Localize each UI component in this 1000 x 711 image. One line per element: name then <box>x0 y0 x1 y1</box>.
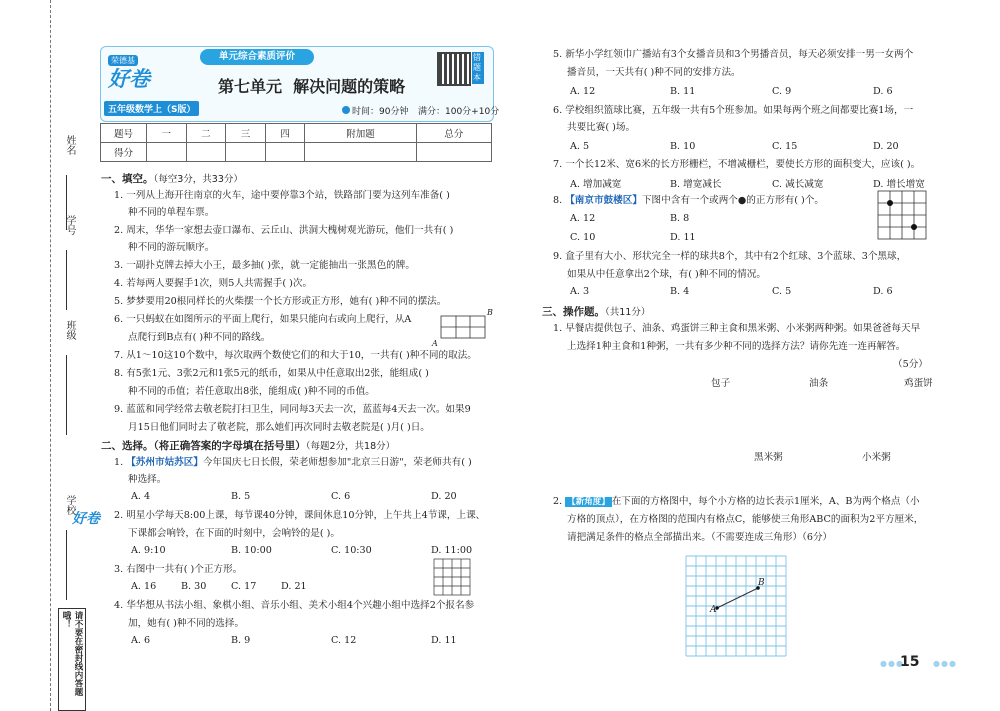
score-row-label: 得分 <box>101 143 147 162</box>
s1-q8b: 种不同的币值；若任意取出8张，能组成( )种不同的币值。 <box>128 386 375 397</box>
food-youtiao[interactable]: 油条 <box>809 378 829 389</box>
s2-q9a: 9. 盒子里有大小、形状完全一样的球共8个，其中有2个红球、3个蓝球、3个黑球， <box>553 251 907 262</box>
square-grid-figure <box>433 558 473 600</box>
s1-q7: 7. 从1～10这10个数中，每次取两个数使它们的和大于10，一共有( )种不同的取法。 <box>114 350 477 361</box>
full-score-label: 满分：100分+10分 <box>418 107 500 117</box>
score-row <box>101 143 492 162</box>
s1-q9b: 月15日他们同时去了敬老院，那么她们再次同时去敬老院是( )月( )日。 <box>128 422 430 433</box>
s3-q2-text: 在下面的方格图中，每个小方格的边长表示1厘米，A、B为两个格点（小 <box>611 496 920 507</box>
s1-q8a: 8. 有5张1元、3张2元和1张5元的纸币，如果从中任意取出2张，能组成( ) <box>114 368 429 379</box>
score-header-cell: 题号 <box>101 124 147 143</box>
s2-q6-opt-c[interactable]: C. 15 <box>772 141 798 152</box>
region-tag: 【苏州市姑苏区】 <box>126 457 203 468</box>
s2-q4b: 加，她有( )种不同的选择。 <box>128 618 245 629</box>
dot-grid-figure <box>877 190 929 246</box>
section1-heading <box>101 171 243 186</box>
food-egg-pancake[interactable]: 鸡蛋饼 <box>904 378 933 389</box>
point-label-b: B <box>758 578 765 588</box>
porridge-millet[interactable]: 小米粥 <box>862 452 891 463</box>
s2-q4-opt-b[interactable]: B. 9 <box>231 635 251 646</box>
section1-note: （每空3分，共33分） <box>153 174 243 185</box>
s2-q4a: 4. 华华想从书法小组、象棋小组、音乐小组、美术小组4个兴趣小组中选择2个报名参 <box>114 600 475 611</box>
school-blank <box>66 530 67 600</box>
s2-q7: 7. 一个长12米、宽6米的长方形栅栏，不增减栅栏，要使长方形的面积变大，应该( )。 <box>553 159 921 170</box>
score-cell[interactable] <box>305 143 416 162</box>
s2-q5-opt-d[interactable]: D. 6 <box>873 86 893 97</box>
s2-q5-opt-c[interactable]: C. 9 <box>772 86 792 97</box>
score-cell[interactable] <box>226 143 266 162</box>
qr-code-icon <box>437 52 471 86</box>
seal-line <box>50 0 51 711</box>
s2-q8-opt-c[interactable]: C. 10 <box>570 232 596 243</box>
s2-q1-opt-d[interactable]: D. 20 <box>431 491 457 502</box>
section1-title: 一、填空。 <box>101 173 154 185</box>
s2-q8-opt-b[interactable]: B. 8 <box>670 213 690 224</box>
s2-q8: 8. 【南京市鼓楼区】下图中含有一个或两个●的正方形有( )个。 <box>553 195 824 206</box>
time-label: 时间：90分钟 <box>352 107 409 117</box>
s2-q9-opt-a[interactable]: A. 3 <box>570 286 590 297</box>
s1-q1a: 1. 一列从上海开往南京的火车，途中要停靠3个站，铁路部门要为这列车准备( ) <box>114 190 450 201</box>
id-blank <box>66 250 67 310</box>
seal-note: 请不要在密封线内答题哦！ <box>58 608 86 711</box>
s2-q9-opt-d[interactable]: D. 6 <box>873 286 893 297</box>
ant-grid-figure <box>440 312 488 340</box>
score-header-cell: 二 <box>186 124 226 143</box>
s2-q7-opt-b[interactable]: B. 增宽减长 <box>670 179 722 190</box>
qr-label: 错题本 <box>472 52 484 84</box>
s3-q2a: 2. 【新角度】 在下面的方格图中，每个小方格的边长表示1厘米，A、B为两个格点（小 <box>553 496 920 507</box>
score-header-cell: 总分 <box>416 124 491 143</box>
section3-title: 三、操作题。 <box>542 306 605 318</box>
ant-label-a: A <box>432 339 438 348</box>
brand-logo <box>108 48 158 96</box>
dot-grid-svg <box>877 190 929 242</box>
segment-ab <box>717 588 758 608</box>
id-label: 学号 <box>64 215 75 235</box>
score-cell[interactable] <box>416 143 491 162</box>
s2-q4-opt-d[interactable]: D. 11 <box>431 635 457 646</box>
s1-q3: 3. 一副扑克牌去掉大小王，最多抽( )张，就一定能抽出一张黑色的牌。 <box>114 260 415 271</box>
section2-heading <box>101 438 395 453</box>
food-baozi[interactable]: 包子 <box>711 378 731 389</box>
s2-q2-opt-d[interactable]: D. 11:00 <box>431 545 473 556</box>
score-header-row <box>101 124 492 143</box>
s2-q7-opt-c[interactable]: C. 减长减宽 <box>772 179 824 190</box>
brand-name: 荣德基 <box>108 55 138 66</box>
section2-title: 二、选择。（将正确答案的字母填在括号里） <box>101 440 306 452</box>
s2-q8-text: 下图中含有一个或两个●的正方形有( )个。 <box>641 195 824 206</box>
s2-q8-opt-a[interactable]: A. 12 <box>570 213 596 224</box>
s2-q5-opt-a[interactable]: A. 12 <box>570 86 596 97</box>
class-blank <box>66 355 67 435</box>
page-title: 第七单元 解决问题的策略 <box>218 77 406 96</box>
s2-q6-opt-d[interactable]: D. 20 <box>873 141 899 152</box>
s2-q1a: 1. 【苏州市姑苏区】今年国庆七日长假，荣老师想参加"北京三日游"，荣老师共有( ) <box>114 457 472 468</box>
s1-q6a: 6. 一只蚂蚁在如图所示的平面上爬行，如果只能向右或向上爬行，从A <box>114 314 412 325</box>
s2-q6b: 共要比赛( )场。 <box>567 122 636 133</box>
s2-q5a: 5. 新华小学红领巾广播站有3个女播音员和3个男播音员，每天必须安排一男一女两个 <box>553 49 914 60</box>
s2-q1-opt-c[interactable]: C. 6 <box>331 491 351 502</box>
banner: 单元综合素质评价 <box>200 49 314 65</box>
s3-q2b: 方格的顶点），在方格图的范围内有格点C，能够使三角形ABC的面积为2平方厘米， <box>567 514 924 525</box>
name-label: 姓名 <box>64 135 75 155</box>
s2-q3-opt-a[interactable]: A. 16 <box>131 581 157 592</box>
s2-q3-opt-c[interactable]: C. 17 <box>231 581 257 592</box>
s2-q7-opt-d[interactable]: D. 增长增宽 <box>873 179 925 190</box>
s2-q1b: 种选择。 <box>128 474 167 485</box>
clock-icon <box>342 106 350 114</box>
region-tag: 【南京市鼓楼区】 <box>565 195 642 206</box>
s2-q2a: 2. 明星小学每天8:00上课，每节课40分钟，课间休息10分钟，上午共上4节课，上课、 <box>114 510 486 521</box>
class-label: 班级 <box>64 320 75 340</box>
score-header-cell: 四 <box>265 124 305 143</box>
porridge-black-rice[interactable]: 黑米粥 <box>754 452 783 463</box>
score-cell[interactable] <box>265 143 305 162</box>
square-grid-svg <box>433 558 473 596</box>
s1-q5: 5. 梦梦要用20根同样长的火柴摆一个长方形或正方形，她有( )种不同的摆法。 <box>114 296 447 307</box>
ant-grid-svg <box>440 312 488 340</box>
s2-q6-opt-b[interactable]: B. 10 <box>670 141 696 152</box>
s3-q1a: 1. 早餐店提供包子、油条、鸡蛋饼三种主食和黑米粥、小米粥两种粥。如果爸爸每天早 <box>553 323 921 334</box>
s1-q4: 4. 若每两人要握手1次，则5人共需握手( )次。 <box>114 278 313 289</box>
s3-q1b: 上选择1种主食和1种粥，一共有多少种不同的选择方法？请你先连一连再解答。 <box>567 341 906 352</box>
s3-q1-score: （5分） <box>893 359 928 370</box>
s1-q2b: 种不同的游玩顺序。 <box>128 242 215 253</box>
s2-q3-opt-d[interactable]: D. 21 <box>281 581 307 592</box>
s2-q1-text: 今年国庆七日长假，荣老师想参加"北京三日游"，荣老师共有( ) <box>202 457 472 468</box>
point-grid-figure[interactable] <box>685 555 787 661</box>
grade-label: 五年级数学上（S版） <box>104 101 199 116</box>
score-header-cell: 三 <box>226 124 266 143</box>
score-cell[interactable] <box>147 143 187 162</box>
s2-q9-opt-b[interactable]: B. 4 <box>670 286 690 297</box>
school-label: 学校 <box>64 495 75 515</box>
s2-q4-opt-c[interactable]: C. 12 <box>331 635 357 646</box>
ant-label-b: B <box>487 308 493 317</box>
s1-q6b: 点爬行到B点有( )种不同的路线。 <box>128 332 271 343</box>
s2-q2-opt-b[interactable]: B. 10:00 <box>231 545 272 556</box>
score-header-cell: 附加题 <box>305 124 416 143</box>
point-grid-svg[interactable] <box>685 555 787 657</box>
point-label-a: A <box>710 605 717 615</box>
score-cell[interactable] <box>186 143 226 162</box>
mascot-icon: 好卷 <box>72 511 100 527</box>
score-table <box>100 123 492 162</box>
page-number: 15 <box>900 654 920 670</box>
s2-q8-opt-d[interactable]: D. 11 <box>670 232 696 243</box>
new-angle-tag: 【新角度】 <box>567 497 610 507</box>
s2-q9b: 如果从中任意拿出2个球，有( )种不同的情况。 <box>567 269 766 280</box>
s2-q5-opt-b[interactable]: B. 11 <box>670 86 696 97</box>
s1-q2a: 2. 周末，华华一家想去壶口瀑布、云丘山、洪洞大槐树观光游玩，他们一共有( ) <box>114 225 454 236</box>
s2-q2-opt-c[interactable]: C. 10:30 <box>331 545 372 556</box>
section3-heading <box>542 304 650 319</box>
s2-q3: 3. 右图中一共有( )个正方形。 <box>114 564 243 575</box>
s2-q1-opt-b[interactable]: B. 5 <box>231 491 251 502</box>
section3-note: （共11分） <box>605 307 651 318</box>
logo-text: 好卷 <box>108 67 150 91</box>
page-number-decoration: ●●● ●●● <box>880 659 957 668</box>
s2-q4-opt-a[interactable]: A. 6 <box>131 635 151 646</box>
s2-q6a: 6. 学校组织篮球比赛，五年级一共有5个班参加。如果每两个班之间都要比赛1场，一 <box>553 105 914 116</box>
s2-q6-opt-a[interactable]: A. 5 <box>570 141 590 152</box>
s2-q7-opt-a[interactable]: A. 增加减宽 <box>570 179 622 190</box>
s2-q3-opt-b[interactable]: B. 30 <box>181 581 207 592</box>
score-header-cell: 一 <box>147 124 187 143</box>
s1-q9a: 9. 蓝蓝和同学经常去敬老院打扫卫生，同同每3天去一次，蓝蓝每4天去一次。如果9 <box>114 404 471 415</box>
s2-q1-opt-a[interactable]: A. 4 <box>131 491 151 502</box>
s2-q9-opt-c[interactable]: C. 5 <box>772 286 792 297</box>
s2-q5b: 播音员，一天共有( )种不同的安排方法。 <box>567 67 741 78</box>
section2-note: （每题2分，共18分） <box>305 441 396 452</box>
s3-q2c: 请把满足条件的格点全部描出来。（不需要连成三角形）（6分） <box>567 532 833 543</box>
s2-q2-opt-a[interactable]: A. 9:10 <box>131 545 166 556</box>
s2-q2b: 下课都会响铃，在下面的时刻中，会响铃的是( )。 <box>128 528 341 539</box>
s1-q1b: 种不同的单程车票。 <box>128 207 215 218</box>
